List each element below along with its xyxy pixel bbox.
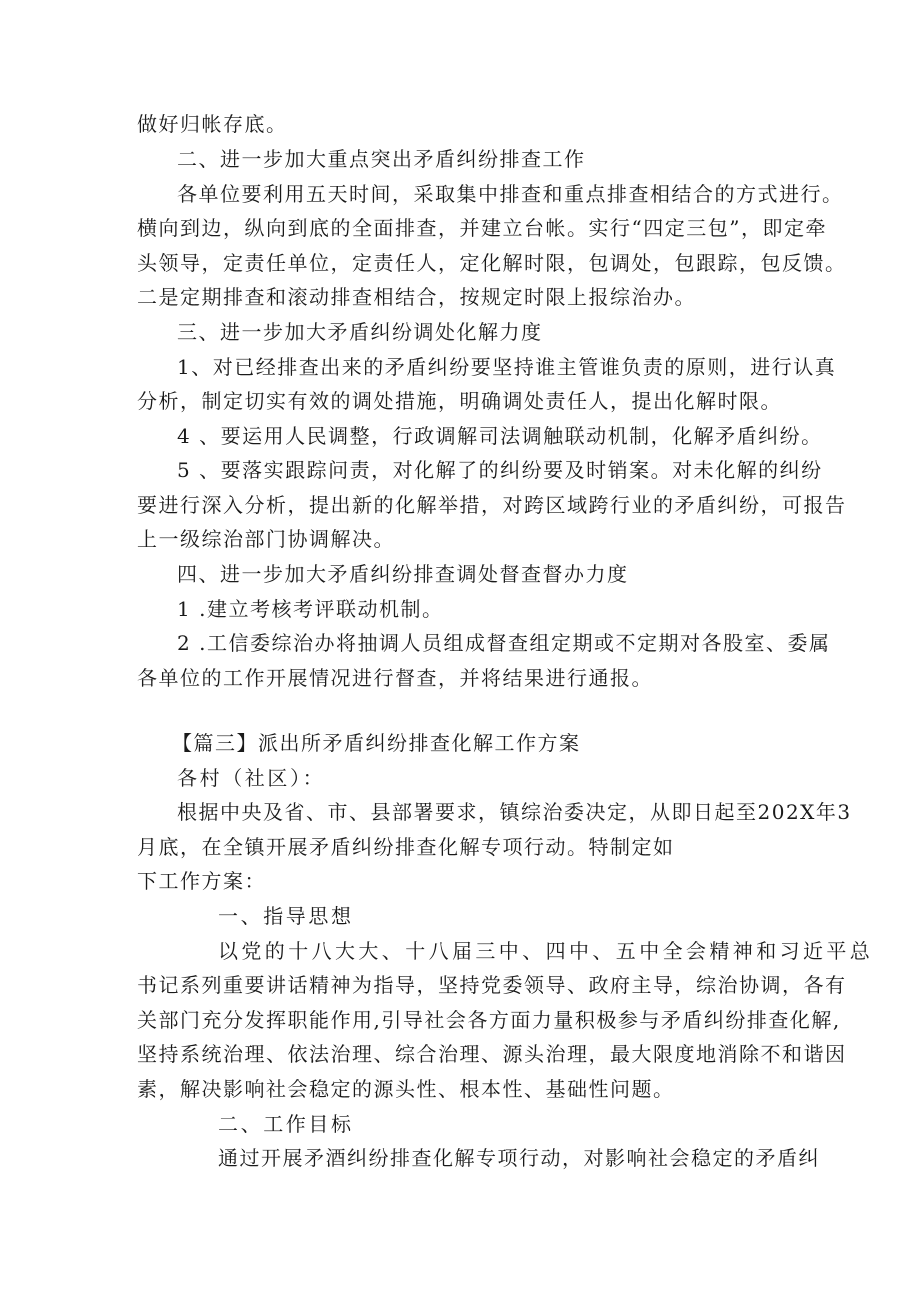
section-heading: 三、进一步加大矛盾纠纷调处化解力度 bbox=[177, 320, 543, 344]
text-line: 以党的十八大大、十八届三中、四中、五中全会精神和习近平总 bbox=[218, 939, 874, 963]
article-title: 【篇三】派出所矛盾纠纷排查化解工作方案 bbox=[172, 731, 581, 755]
text-line: 2 .工信委综治办将抽调人员组成督查组定期或不定期对各股室、委属 bbox=[177, 631, 831, 655]
text-line: 坚持系统治理、依法治理、综合治理、源头治理，最大限度地消除不和谐因 bbox=[137, 1042, 847, 1066]
text-line: 书记系列重要讲话精神为指导，坚持党委领导、政府主导，综治协调，各有 bbox=[137, 973, 847, 997]
section-heading: 二、进一步加大重点突出矛盾纠纷排查工作 bbox=[177, 147, 586, 171]
text-line: 月底，在全镇开展矛盾纠纷排查化解专项行动。特制定如 bbox=[137, 835, 675, 859]
text-line: 1、对已经排查出来的矛盾纠纷要坚持谁主管谁负责的原则，进行认真 bbox=[177, 355, 837, 379]
text-line: 根据中央及省、市、县部署要求，镇综治委决定，从即日起至202X年3 bbox=[177, 800, 852, 824]
text-line: 要进行深入分析，提出新的化解举措，对跨区域跨行业的矛盾纠纷，可报告 bbox=[137, 493, 847, 517]
text-line: 横向到边，纵向到底的全面排查，并建立台帐。实行“四定三包”，即定牵 bbox=[137, 216, 827, 240]
salutation: 各村（社区）： bbox=[177, 766, 326, 790]
text-line: 4 、要运用人民调整，行政调解司法调触联动机制，化解矛盾纠纷。 bbox=[177, 424, 823, 448]
text-line: 上一级综治部门协调解决。 bbox=[137, 527, 395, 551]
text-line: 各单位的工作开展情况进行督查，并将结果进行通报。 bbox=[137, 666, 653, 690]
text-line: 分析，制定切实有效的调处措施，明确调处责任人，提出化解时限。 bbox=[137, 389, 782, 413]
text-line: 1 .建立考核考评联动机制。 bbox=[177, 597, 444, 621]
text-line: 关部门充分发挥职能作用,引导社会各方面力量积极参与矛盾纠纷排查化解, bbox=[137, 1008, 841, 1032]
text-line: 通过开展矛酒纠纷排查化解专项行动，对影响社会稳定的矛盾纠 bbox=[218, 1146, 820, 1170]
section-heading: 四、进一步加大矛盾纠纷排查调处督查督办力度 bbox=[177, 562, 629, 586]
text-line: 头领导，定责任单位，定责任人，定化解时限，包调处，包跟踪，包反馈。 bbox=[137, 251, 847, 275]
text-line: 各单位要利用五天时间，采取集中排查和重点排查相结合的方式进行。 bbox=[177, 182, 844, 206]
section-heading: 二、工作目标 bbox=[218, 1112, 354, 1136]
text-line: 做好归帐存底。 bbox=[137, 112, 288, 136]
section-heading: 一、指导思想 bbox=[218, 904, 354, 928]
text-line: 二是定期排查和滚动排查相结合，按规定时限上报综治办。 bbox=[137, 285, 696, 309]
text-line: 5 、要落实跟踪问责，对化解了的纠纷要及时销案。对未化解的纠纷 bbox=[177, 458, 823, 482]
text-line: 下工作方案： bbox=[137, 869, 266, 893]
text-line: 素，解决影响社会稳定的源头性、根本性、基础性问题。 bbox=[137, 1077, 675, 1101]
